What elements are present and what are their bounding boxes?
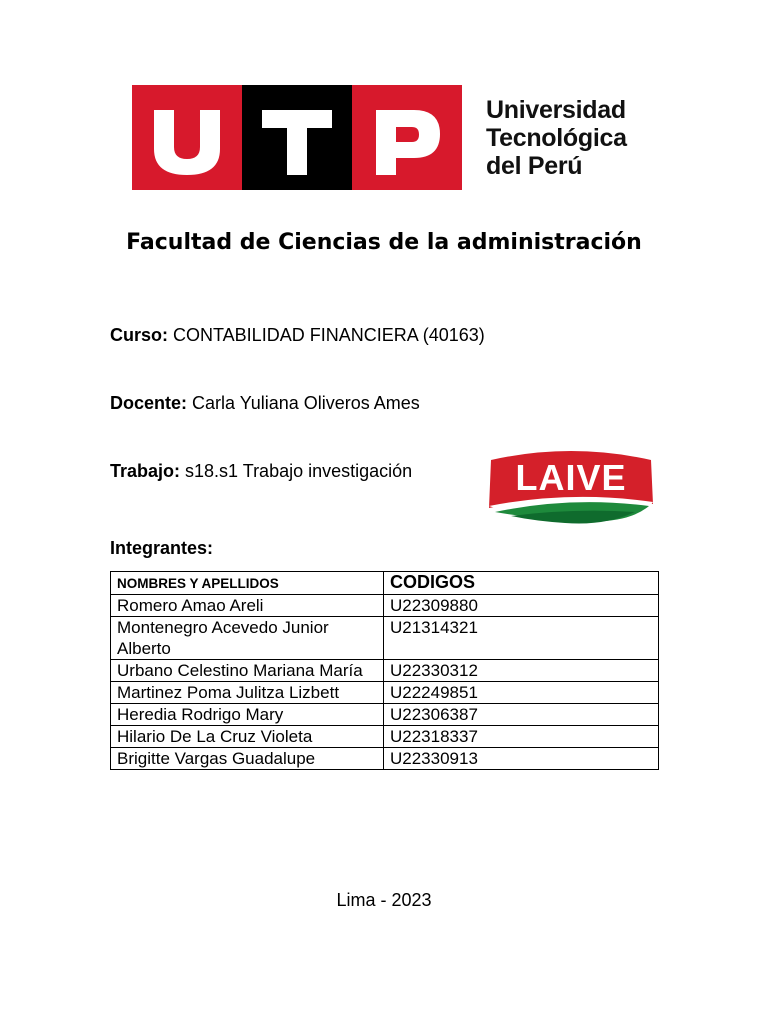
table-row	[111, 726, 659, 748]
laive-logo	[485, 446, 657, 530]
university-name-line-3: del Perú	[486, 152, 583, 180]
member-code: U22309880	[384, 595, 659, 617]
utp-logo-p	[352, 85, 462, 190]
course-line	[110, 325, 485, 346]
table-row	[111, 682, 659, 704]
course-value: CONTABILIDAD FINANCIERA (40163)	[173, 325, 485, 345]
table-row	[111, 617, 659, 660]
header-name: NOMBRES Y APELLIDOS	[111, 572, 384, 595]
member-name: Romero Amao Areli	[111, 595, 384, 617]
teacher-line	[110, 393, 420, 414]
laive-logo-text: LAIVE	[515, 457, 627, 498]
member-code: U22318337	[384, 726, 659, 748]
svg-text:T: T	[242, 85, 243, 86]
university-name-line-1: Universidad	[486, 96, 626, 124]
faculty-title: Facultad de Ciencias de la administración	[126, 230, 642, 255]
member-name: Montenegro Acevedo Junior Alberto	[111, 617, 384, 660]
member-name: Urbano Celestino Mariana María	[111, 660, 384, 682]
utp-logo-t	[242, 85, 352, 190]
teacher-value: Carla Yuliana Oliveros Ames	[192, 393, 420, 413]
members-title: Integrantes:	[110, 538, 214, 558]
member-code: U22330913	[384, 748, 659, 770]
member-code: U22249851	[384, 682, 659, 704]
utp-logo	[132, 85, 462, 190]
university-name-line-2: Tecnológica	[486, 124, 627, 152]
utp-letter-t	[242, 85, 352, 190]
university-name	[486, 96, 627, 180]
course-label: Curso:	[110, 325, 168, 345]
member-name: Brigitte Vargas Guadalupe	[111, 748, 384, 770]
table-row	[111, 748, 659, 770]
svg-text:P: P	[352, 85, 353, 86]
member-name: Heredia Rodrigo Mary	[111, 704, 384, 726]
footer-place-year: Lima - 2023	[336, 890, 432, 910]
utp-letter-p	[352, 85, 462, 190]
utp-logo-u	[132, 85, 242, 190]
assignment-line	[110, 461, 412, 482]
assignment-value: s18.s1 Trabajo investigación	[185, 461, 413, 481]
table-row	[111, 595, 659, 617]
member-name: Martinez Poma Julitza Lizbett	[111, 682, 384, 704]
member-code: U21314321	[384, 617, 659, 660]
utp-letter-u	[132, 85, 242, 190]
table-header-row	[111, 572, 659, 595]
member-name: Hilario De La Cruz Violeta	[111, 726, 384, 748]
teacher-label: Docente:	[110, 393, 188, 413]
table-row	[111, 704, 659, 726]
svg-text:U: U	[132, 85, 133, 86]
member-code: U22306387	[384, 704, 659, 726]
assignment-label: Trabajo:	[110, 461, 181, 481]
member-code: U22330312	[384, 660, 659, 682]
members-table	[110, 571, 659, 770]
header-code: CODIGOS	[384, 572, 659, 595]
table-row	[111, 660, 659, 682]
